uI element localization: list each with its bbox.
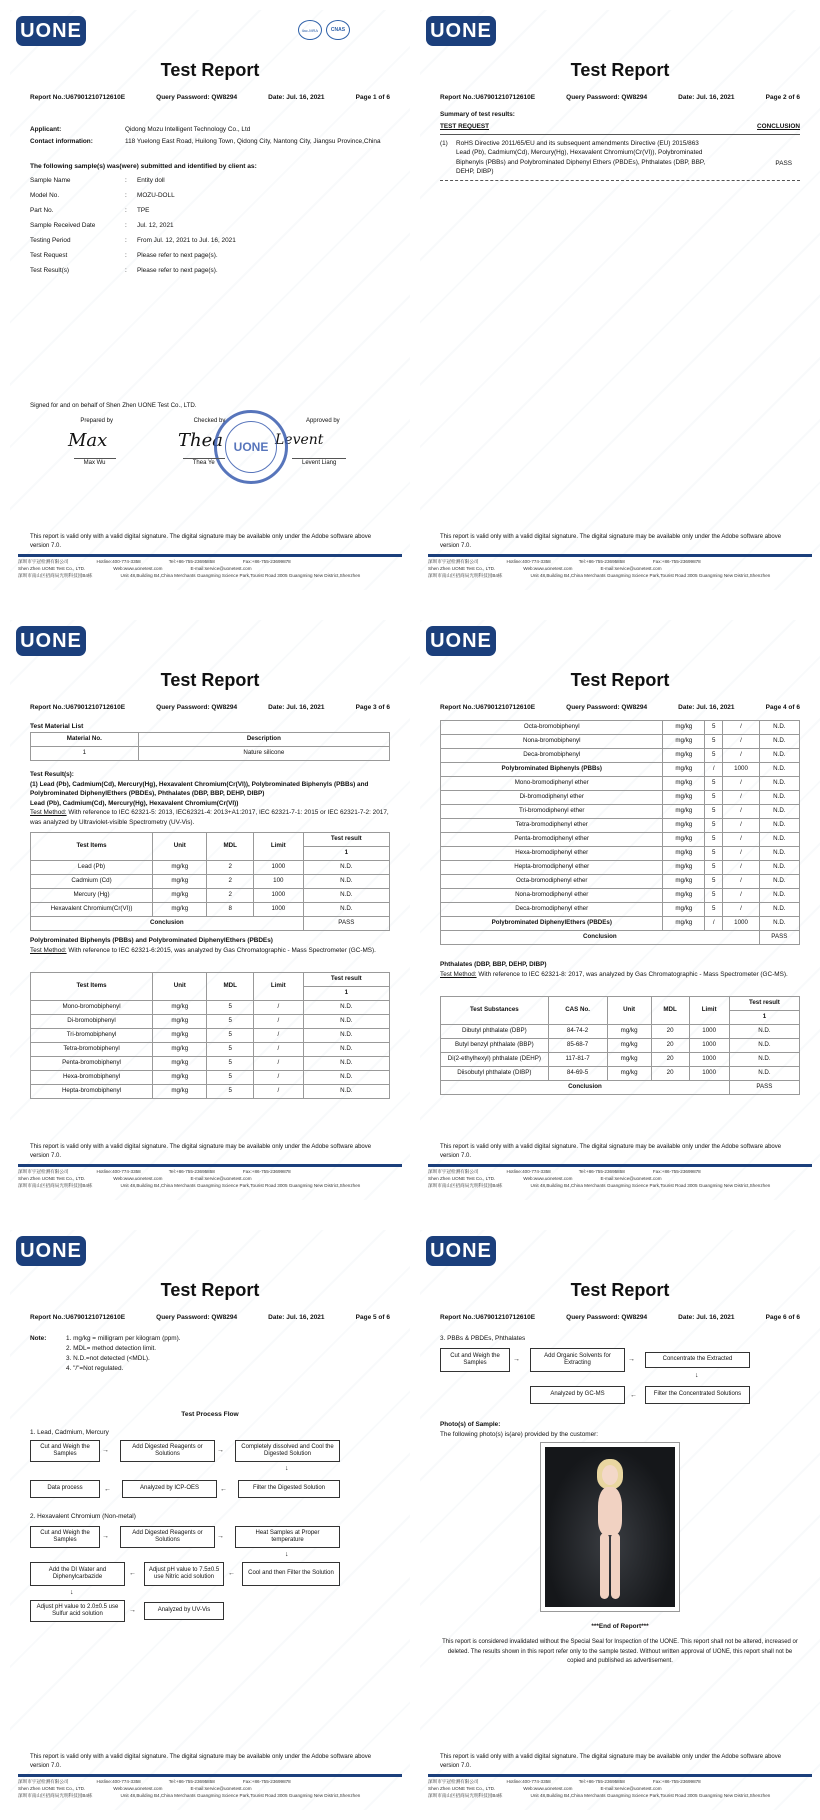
page-number: Page 2 of 6 (765, 94, 800, 101)
uone-logo: UONE (16, 16, 86, 46)
test-request-heading: TEST REQUEST (440, 123, 490, 130)
contact-value: 118 Yuelong East Road, Huilong Town, Qidong City, Nantong City, Jiangsu Province,China (125, 138, 381, 145)
uone-logo: UONE (16, 1236, 86, 1266)
table-row: Hexa-bromodiphenyl ether mg/kg 5 / N.D. (441, 847, 800, 861)
summary-header (440, 122, 800, 131)
table-row: Polybrominated Biphenyls (PBBs) mg/kg / 1000 N.D. (441, 763, 800, 777)
field-row: Test Result(s) : Please refer to next page(s). (30, 267, 218, 274)
table-row: Polybrominated DiphenylEthers (PBDEs) mg/kg / 1000 N.D. (441, 917, 800, 931)
report-title: Test Report (160, 60, 260, 80)
signed-for: Signed for and on behalf of Shen Zhen UONE Test Co., LTD. (30, 402, 197, 409)
report-meta: Report No.:U67901210712610E Query Password: QW8294 Date: Jul. 16, 2021 Page 5 of 6 (30, 1314, 390, 1321)
page-number: Page 5 of 6 (355, 1314, 390, 1321)
company-stamp: UONE (214, 410, 288, 484)
table-row: Diisobutyl phthalate (DIBP) 84-69-5 mg/kg 20 1000 N.D. (441, 1067, 800, 1081)
table-row: Deca-bromodiphenyl ether mg/kg 5 / N.D. (441, 903, 800, 917)
checked-name: Thea Ye (183, 458, 225, 467)
report-number: Report No.:U67901210712610E (30, 94, 126, 101)
conclusion-row: Conclusion PASS (31, 917, 390, 931)
prepared-name: Max Wu (74, 458, 116, 467)
validity-note: This report is valid only with a valid digital signature. The digital signature may be available only under the Adobe software above version 7.0. (30, 534, 372, 549)
table-row: Tri-bromodiphenyl ether mg/kg 5 / N.D. (441, 805, 800, 819)
flow3-step: Filter the Concentrated Solutions (645, 1386, 750, 1404)
flow2-step: Cool and then Filter the Solution (242, 1562, 340, 1586)
summary-heading: Summary of test results: (440, 111, 515, 118)
validity-note: This report is valid only with a valid digital signature. The digital signature may be available only under the Adobe software above version 7.0. (440, 1754, 782, 1769)
flow2-step: Add the DI Water and Diphenylcarbazide (30, 1562, 125, 1586)
table-row: Hexavalent Chromium(Cr(VI)) mg/kg 8 1000 N.D. (31, 903, 390, 917)
results-section: Test Result(s): (1) Lead (Pb), Cadmium(Cd), Mercury(Hg), Hexavalent Chromium(Cr(VI)), Polybrominated Biphenyls (PBBs) and Polybrominated DiphenylEthers (PBDEs), Phthalates (DBP, BBP, DEHP, DIBP) Lead (Pb), Cadmium(Cd), Mercury(Hg), Hexavalent Chromium(Cr(VI)) Test Method: With reference to IEC 62321-5: 2013, IEC62321-4: 2013+A1:2017, IEC 62321-7-1: 2015 or IEC 62321-7-2: 2017, was analyzed by Ultraviolet-visible Spectrometry (UV-Vis). (30, 771, 389, 827)
table-row: Tetra-bromodiphenyl ether mg/kg 5 / N.D. (441, 819, 800, 833)
table-row: Penta-bromobiphenyl mg/kg 5 / N.D. (31, 1057, 390, 1071)
uone-logo: UONE (426, 1236, 496, 1266)
flow3-step: Cut and Weigh the Samples (440, 1348, 510, 1372)
approved-by-label: Approved by (305, 418, 340, 424)
page-footer: 深圳市宇冠检测有限公司 Hotline:400-774-3358 Tel:+86-755-23695858 Fax:+86-755-23699878 Shen Zhen UONE Test Co., LTD. Web:www.uonetest.com E-mail:service@uonetest.com 深圳市南山区招商局光明科技园B4栋 Unit 48,Building B4,China Merchants Guangming Science Park,Tourist Road 3005 Guangming New District,Shenzhen (428, 1774, 812, 1802)
table-row: Tri-bromobiphenyl mg/kg 5 / N.D. (31, 1029, 390, 1043)
page-footer: 深圳市宇冠检测有限公司 Hotline:400-774-3358 Tel:+86-755-23695858 Fax:+86-755-23699878 Shen Zhen UONE Test Co., LTD. Web:www.uonetest.com E-mail:service@uonetest.com 深圳市南山区招商局光明科技园B4栋 Unit 48,Building B4,China Merchants Guangming Science Park,Tourist Road 3005 Guangming New District,Shenzhen (18, 1164, 402, 1192)
sample-fields (30, 173, 390, 278)
report-page-1 (10, 10, 410, 590)
flow1-step: Filter the Digested Solution (238, 1480, 340, 1498)
validity-note: This report is valid only with a valid digital signature. The digital signature may be available only under the Adobe software above version 7.0. (30, 1144, 372, 1159)
report-meta (30, 94, 390, 101)
samples-intro: The following sample(s) was(were) submitted and identified by client as: (30, 163, 257, 170)
signature-thea: Thea (178, 430, 223, 451)
prepared-by-label: Prepared by (80, 418, 113, 424)
phthalates-section: Phthalates (DBP, BBP, DEHP, DIBP) Test Method: With reference to IEC 62321-8: 2017, was analyzed by Gas Chromatographic - Mass Spectrometer (GC-MS). (440, 961, 788, 978)
table-row: Octa-bromodiphenyl ether mg/kg 5 / N.D. (441, 875, 800, 889)
notes: Note: 1. mg/kg = milligram per kilogram (ppm). 2. MDL= method detection limit. 3. N.D.=not detected (<MDL). 4. "/"=Not regulated. (30, 1335, 181, 1372)
page-number: Page 6 of 6 (765, 1314, 800, 1321)
field-row: Testing Period : From Jul. 12, 2021 to Jul. 16, 2021 (30, 237, 236, 244)
pbde-table (440, 720, 800, 945)
field-row: Part No. : TPE (30, 207, 150, 214)
flow2-step: Heat Samples at Proper temperature (235, 1526, 340, 1548)
report-page-3 (10, 620, 410, 1200)
flow1-step: Cut and Weigh the Samples (30, 1440, 100, 1462)
pbb-table: Test Items Unit MDL Limit Test result 1 Mono-bromobiphenyl mg/kg 5 / N.D. Di-bromobiphenyl mg/kg 5 / N.D. Tri-bromobiphenyl mg/kg 5 / N.D. Tetra-bromobiphenyl mg/kg 5 / N.D. Penta-bromobiphenyl mg/kg 5 / N.D. Hexa-bromobiphenyl mg/kg 5 / N.D. Hepta-bromobiphenyl mg/kg 5 / N.D. (30, 972, 390, 1099)
table-row: Nona-bromodiphenyl ether mg/kg 5 / N.D. (441, 889, 800, 903)
table-row: Lead (Pb) mg/kg 2 1000 N.D. (31, 861, 390, 875)
table-row: Tetra-bromobiphenyl mg/kg 5 / N.D. (31, 1043, 390, 1057)
report-title: Test Report (160, 670, 260, 690)
flow1-step: Data process (30, 1480, 100, 1498)
table-row: Mercury (Hg) mg/kg 2 1000 N.D. (31, 889, 390, 903)
flow3-step: Add Organic Solvents for Extracting (530, 1348, 625, 1372)
report-meta: Report No.:U67901210712610E Query Password: QW8294 Date: Jul. 16, 2021 Page 2 of 6 (440, 94, 800, 101)
signatory-names (40, 458, 380, 467)
validity-note: This report is valid only with a valid digital signature. The digital signature may be available only under the Adobe software above version 7.0. (30, 1754, 372, 1769)
report-title: Test Report (570, 1280, 670, 1300)
material-list-heading: Test Material List (30, 723, 84, 730)
signature-max: Max (68, 430, 108, 451)
end-of-report: ***End of Report*** (591, 1623, 649, 1630)
table-row: Mono-bromobiphenyl mg/kg 5 / N.D. (31, 1001, 390, 1015)
summary-item-text: RoHS Directive 2011/65/EU and its subsequent amendments Directive (EU) 2015/863 Lead (Pb), Cadmium(Cd), Mercury(Hg), Hexavalent Chromium(Cr(VI)), Polybrominated Biphenyls (PBBs) and Polybrominated Diphenyl Ethers (PBDEs), Phthalates (DBP, BBP, DEHP, DIBP) (456, 140, 706, 175)
report-page-2 (420, 10, 820, 590)
table-row: Cadmium (Cd) mg/kg 2 100 N.D. (31, 875, 390, 889)
conclusion-row: Conclusion PASS (441, 1081, 800, 1095)
flow1-step: Completely dissolved and Cool the Digested Solution (235, 1440, 340, 1462)
flow2-step: Add Digested Reagents or Solutions (120, 1526, 215, 1548)
flow1-step: Analyzed by ICP-OES (122, 1480, 217, 1498)
table-row: Di(2-ethylhexyl) phthalate (DEHP) 117-81-7 mg/kg 20 1000 N.D. (441, 1053, 800, 1067)
table-row: Di-bromodiphenyl ether mg/kg 5 / N.D. (441, 791, 800, 805)
report-meta: Report No.:U67901210712610E Query Password: QW8294 Date: Jul. 16, 2021 Page 3 of 6 (30, 704, 390, 711)
table-row: Butyl benzyl phthalate (BBP) 85-68-7 mg/kg 20 1000 N.D. (441, 1039, 800, 1053)
summary-item-result: PASS (775, 160, 792, 167)
field-row: Test Request : Please refer to next page(s). (30, 252, 218, 259)
flow3-step: Analyzed by GC-MS (530, 1386, 625, 1404)
validity-note: This report is valid only with a valid digital signature. The digital signature may be available only under the Adobe software above version 7.0. (440, 534, 782, 549)
uone-logo: UONE (16, 626, 86, 656)
applicant-value: Qidong Mozu Intelligent Technology Co., Ltd (125, 126, 251, 133)
phthalates-table: Test Substances CAS No. Unit MDL Limit Test result 1 Dibutyl phthalate (DBP) 84-74-2 mg/kg 20 1000 N.D. Butyl benzyl phthalate (BBP) 85-68-7 mg/kg 20 1000 N.D. Di(2-ethylhexyl) phthalate (DEHP) 117-81-7 mg/kg 20 1000 N.D. Diisobutyl phthalate (DIBP) 84-69-5 mg/kg 20 1000 N.D. Conclusion PASS (440, 996, 800, 1095)
flow-title: Test Process Flow (181, 1411, 239, 1418)
report-page-5: UONE Test Report Report No.:U67901210712610E Query Password: QW8294 Date: Jul. 16, 2021 Page 5 of 6 Note: 1. mg/kg = milligram per kilogram (ppm). 2. MDL= method detection limit. 3. N.D.=not detected (<MDL). 4. "/"=Not regulated. Test Process Flow 1. Lead, Cadmium, Mercury Cut and Weigh the Samples → Add Digested Reagents or Solutions → Completely dissolved and Cool the Digested Solution ↓ Data process ← Analyzed by ICP-OES ← Filter the Digested Solution 2. Hexavalent Chromium (Non-metal) Cut and Weigh the Samples → Add Digested Reagents or Solutions → Heat Samples at Proper temperature ↓ Add the DI Water and Diphenylcarbazide ← Adjust pH value to 7.5±0.5 use Nitric acid solution ← Cool and then Filter the Solution ↓ Adjust pH value to 2.0±0.5 use Sulfur acid solution → Analyzed by UV-Vis This report is valid only with a valid digital signature. The digital signature may be available only under the Adobe software above version 7.0. 深圳市宇冠检测有限公司 Hotline:400-774-3358 Tel:+86-755-23695858 Fax:+86-755-23699878 Shen Zhen UONE Test Co., LTD. Web:www.uonetest.com E-mail:service@uonetest.com 深圳市南山区招商局光明科技园B4栋 Unit 48,Building B4,China Merchants Guangming Science Park,Tourist Road 3005 Guangming New District,Shenzhen (10, 1230, 410, 1810)
table-row: Hexa-bromobiphenyl mg/kg 5 / N.D. (31, 1071, 390, 1085)
flow3-step: Concentrate the Extracted (645, 1352, 750, 1368)
page-number: Page 1 of 6 (355, 94, 390, 101)
flow3-title: 3. PBBs & PBDEs, Phthalates (440, 1335, 526, 1342)
table-row: Deca-bromobiphenyl mg/kg 5 / N.D. (441, 749, 800, 763)
disclaimer: This report is considered invalidated without the Special Seal for Inspection of the UONE. This report shall not be altered, increased or deleted. The results shown in this report refer only to the sample tested. Without written approval of UONE, this report shall not be copied and published as advertisement. (442, 1639, 798, 1665)
page-number: Page 4 of 6 (765, 704, 800, 711)
uone-logo: UONE (426, 626, 496, 656)
photo-section: Photo(s) of Sample: The following photo(s) is(are) provided by the customer: (440, 1421, 599, 1438)
field-row: Sample Received Date : Jul. 12, 2021 (30, 222, 174, 229)
ilac-badge: ilac-MRA (298, 20, 322, 40)
table-row: Octa-bromobiphenyl mg/kg 5 / N.D. (441, 721, 800, 735)
signature-roles (40, 418, 380, 424)
table-row: Di-bromobiphenyl mg/kg 5 / N.D. (31, 1015, 390, 1029)
summary-item: (1) RoHS Directive 2011/65/EU and its subsequent amendments Directive (EU) 2015/863 Lead (Pb), Cadmium(Cd), Mercury(Hg), Hexavalent Chromium(Cr(VI)), Polybrominated Biphenyls (PBBs) and Polybrominated Diphenyl Ethers (PBDEs), Phthalates (DBP, BBP, DEHP, DIBP) PASS (440, 134, 800, 176)
table-row: Hepta-bromobiphenyl mg/kg 5 / N.D. (31, 1085, 390, 1099)
report-meta: Report No.:U67901210712610E Query Password: QW8294 Date: Jul. 16, 2021 Page 6 of 6 (440, 1314, 800, 1321)
flow2-step: Adjust pH value to 7.5±0.5 use Nitric acid solution (144, 1562, 224, 1586)
accreditation-badges (298, 20, 350, 40)
table-row: Hepta-bromodiphenyl ether mg/kg 5 / N.D. (441, 861, 800, 875)
flow2-title: 2. Hexavalent Chromium (Non-metal) (30, 1513, 136, 1520)
report-meta: Report No.:U67901210712610E Query Password: QW8294 Date: Jul. 16, 2021 Page 4 of 6 (440, 704, 800, 711)
table-row: Mono-bromodiphenyl ether mg/kg 5 / N.D. (441, 777, 800, 791)
flow2-step: Adjust pH value to 2.0±0.5 use Sulfur acid solution (30, 1600, 125, 1622)
flow1-title: 1. Lead, Cadmium, Mercury (30, 1429, 109, 1436)
contact-label: Contact information: (30, 138, 93, 145)
material-table: Material No. Description 1 Nature silicone (30, 732, 390, 761)
conclusion-heading: CONCLUSION (757, 123, 800, 130)
table-row: Penta-bromodiphenyl ether mg/kg 5 / N.D. (441, 833, 800, 847)
page-footer: 深圳市宇冠检测有限公司 Hotline:400-774-3358 Tel:+86-755-23695858 Fax:+86-755-23699878 Shen Zhen UONE Test Co., LTD. Web:www.uonetest.com E-mail:service@uonetest.com 深圳市南山区招商局光明科技园B4栋 Unit 48,Building B4,China Merchants Guangming Science Park,Tourist Road 3005 Guangming New District,Shenzhen (18, 1774, 402, 1802)
report-date: Date: Jul. 16, 2021 (268, 94, 325, 101)
uone-logo: UONE (426, 16, 496, 46)
query-password: Query Password: QW8294 (156, 94, 238, 101)
page-number: Page 3 of 6 (355, 704, 390, 711)
page-footer: 深圳市宇冠检测有限公司 Hotline:400-774-3358 Tel:+86-755-23695858 Fax:+86-755-23699878 Shen Zhen UONE Test Co., LTD. Web:www.uonetest.com E-mail:service@uonetest.com 深圳市南山区招商局光明科技园B4栋 Unit 48,Building B4,China Merchants Guangming Science Park,Tourist Road 3005 Guangming New District,Shenzhen (428, 1164, 812, 1192)
flow2-step: Cut and Weigh the Samples (30, 1526, 100, 1548)
approved-name: Levent Liang (292, 458, 346, 467)
page-footer: 深圳市宇冠检测有限公司 Hotline:400-774-3358 Tel:+86-755-23695858 Fax:+86-755-23699878 Shen Zhen UONE Test Co., LTD. Web:www.uonetest.com E-mail:service@uonetest.com 深圳市南山区招商局光明科技园B4栋 Unit 48,Building B4,China Merchants Guangming Science Park,Tourist Road 3005 Guangming New District,Shenzhen (428, 554, 812, 582)
pbb-section: Polybrominated Biphenyls (PBBs) and Polybrominated DiphenylEthers (PBDEs) Test Method: With reference to IEC 62321-6:2015, was analyzed by Gas Chromatographic - Mass Spectrometer (GC-MS). (30, 937, 376, 954)
cnas-badge: CNAS (326, 20, 350, 40)
checked-by-label: Checked by (193, 418, 226, 424)
report-title: Test Report (570, 60, 670, 80)
field-row: Model No. : MOZU-DOLL (30, 192, 175, 199)
page-footer: 深圳市宇冠检测有限公司 Hotline:400-774-3358 Tel:+86-755-23695858 Fax:+86-755-23699878 Shen Zhen UONE Test Co., LTD. Web:www.uonetest.com E-mail:service@uonetest.com 深圳市南山区招商局光明科技园B4栋 Unit 48,Building B4,China Merchants Guangming Science Park,Tourist Road 3005 Guangming New District,Shenzhen (18, 554, 402, 582)
applicant-section (30, 122, 390, 147)
sample-photo (540, 1442, 680, 1612)
applicant-label: Applicant: (30, 126, 62, 133)
report-title: Test Report (160, 1280, 260, 1300)
validity-note: This report is valid only with a valid digital signature. The digital signature may be available only under the Adobe software above version 7.0. (440, 1144, 782, 1159)
report-page-6: UONE Test Report Report No.:U67901210712610E Query Password: QW8294 Date: Jul. 16, 2021 Page 6 of 6 3. PBBs & PBDEs, Phthalates Cut and Weigh the Samples → Add Organic Solvents for Extracting → Concentrate the Extracted ↓ Analyzed by GC-MS ← Filter the Concentrated Solutions Photo(s) of Sample: The following photo(s) is(are) provided by the customer: ***End of Report*** This report is considered invalidated without the Special Seal for Inspection of the UONE. This report shall not be altered, increased or deleted. The results shown in this report refer only to the sample tested. Without written approval of UONE, this report shall not be copied and published as advertisement. This report is valid only with a valid digital signature. The digital signature may be available only under the Adobe software above version 7.0. 深圳市宇冠检测有限公司 Hotline:400-774-3358 Tel:+86-755-23695858 Fax:+86-755-23699878 Shen Zhen UONE Test Co., LTD. Web:www.uonetest.com E-mail:service@uonetest.com 深圳市南山区招商局光明科技园B4栋 Unit 48,Building B4,China Merchants Guangming Science Park,Tourist Road 3005 Guangming New District,Shenzhen (420, 1230, 820, 1810)
flow2-step: Analyzed by UV-Vis (144, 1602, 224, 1620)
conclusion-row: Conclusion PASS (441, 931, 800, 945)
field-row: Sample Name : Entity doll (30, 177, 165, 184)
signature-levent: Levent (275, 432, 324, 448)
table-row: Dibutyl phthalate (DBP) 84-74-2 mg/kg 20 1000 N.D. (441, 1025, 800, 1039)
report-title: Test Report (570, 670, 670, 690)
report-page-4 (420, 620, 820, 1200)
flow1-step: Add Digested Reagents or Solutions (120, 1440, 215, 1462)
metals-table: Test Items Unit MDL Limit Test result 1 Lead (Pb) mg/kg 2 1000 N.D. Cadmium (Cd) mg/kg 2 100 N.D. Mercury (Hg) mg/kg 2 1000 N.D. Hexavalent Chromium(Cr(VI)) mg/kg 8 1000 N.D. Conclusion PASS (30, 832, 390, 931)
table-row: Nona-bromobiphenyl mg/kg 5 / N.D. (441, 735, 800, 749)
